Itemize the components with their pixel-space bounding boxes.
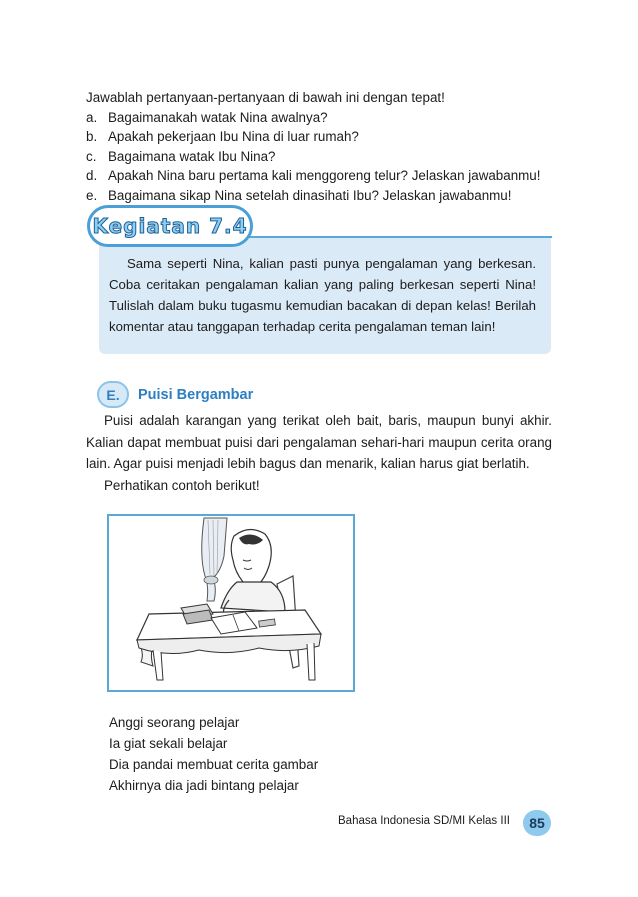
question-letter: a. (86, 109, 98, 125)
poem-block (109, 712, 318, 796)
girl-studying-illustration (109, 516, 353, 690)
poem-line: Akhirnya dia jadi bintang pelajar (109, 778, 299, 793)
poem-line: Dia pandai membuat cerita gambar (109, 757, 319, 772)
question-text: Bagaimana sikap Nina setelah dinasihati Ibu? Jelaskan jawabanmu! (108, 187, 512, 203)
footer-book-title: Bahasa Indonesia SD/MI Kelas III (338, 815, 510, 827)
question-item (86, 108, 540, 128)
question-text: Bagaimanakah watak Nina awalnya? (108, 109, 328, 125)
illustration-frame (107, 514, 355, 692)
question-letter: b. (86, 129, 98, 145)
section-title: Puisi Bergambar (138, 386, 254, 403)
question-text: Apakah pekerjaan Ibu Nina di luar rumah? (108, 129, 359, 145)
section-body (86, 410, 552, 496)
question-text: Apakah Nina baru pertama kali menggoreng telur? Jelaskan jawabanmu! (108, 168, 541, 184)
kegiatan-instruction: Sama seperti Nina, kalian pasti punya pengalaman yang berkesan. Coba ceritakan pengalaman kalian yang paling berkesan seperti Nina! Tulislah dalam buku tugasmu kemudian bacakan di depan kelas! Berilah komentar atau tanggapan terhadap cerita pengalaman teman lain! (109, 256, 536, 334)
poem-line: Anggi seorang pelajar (109, 715, 240, 730)
kegiatan-label: Kegiatan 7.4 (92, 214, 248, 238)
questions-intro: Jawablah pertanyaan-pertanyaan di bawah ini dengan tepat! (86, 90, 445, 105)
poem-line: Ia giat sekali belajar (109, 736, 228, 751)
kegiatan-label-badge (87, 205, 253, 247)
kegiatan-section (87, 203, 552, 355)
question-text: Bagaimana watak Ibu Nina? (108, 148, 276, 164)
kegiatan-text-block (109, 253, 536, 337)
question-letter: e. (86, 187, 98, 203)
question-item (86, 147, 540, 167)
questions-block (86, 88, 540, 206)
section-paragraph-example: Perhatikan contoh berikut! (104, 477, 260, 493)
question-item (86, 166, 540, 186)
section-paragraph: Puisi adalah karangan yang terikat oleh bait, baris, maupun bunyi akhir. Kalian dapat membuat puisi dari pengalaman sehari-hari maupun cerita orang lain. Agar puisi menjadi lebih bagus dan menarik, kalian harus giat berlatih. (86, 413, 552, 471)
question-letter: c. (86, 148, 97, 164)
question-item (86, 127, 540, 147)
question-letter: d. (86, 168, 98, 184)
section-letter-badge: E. (97, 381, 129, 408)
kegiatan-divider (247, 236, 552, 238)
page-number: 85 (523, 810, 551, 836)
section-heading (97, 381, 253, 408)
